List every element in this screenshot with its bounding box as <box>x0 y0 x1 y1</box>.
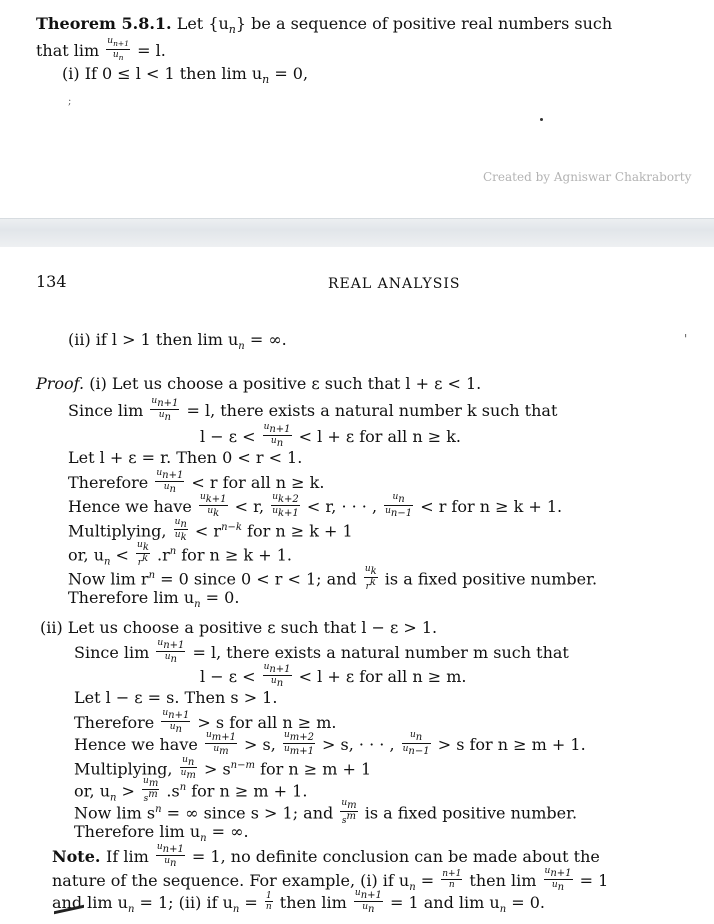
text-line-p9: Therefore $\lim u_n = 0$. <box>68 588 240 611</box>
fraction: $\frac{1}{n}$ <box>265 890 272 912</box>
theorem-part-1 <box>62 64 308 90</box>
text-line-p3: Let l + ε = r. Then 0 < r < 1. <box>68 448 303 467</box>
fraction: $\frac{u_n}{u_{n-1}}$ <box>402 730 430 757</box>
running-head: REAL ANALYSIS <box>328 276 461 292</box>
top-page-fragment <box>0 0 714 218</box>
theorem-line2-end: = l. <box>137 40 166 60</box>
proof-label: Proof. <box>36 374 90 393</box>
watermark: Created by Agniswar Chakraborty <box>483 170 692 184</box>
part1-end: = 0, <box>274 64 309 83</box>
text-line-part2: (ii) if l > 1 then $\lim u_n$ = ∞. <box>68 330 287 353</box>
theorem-label: Theorem 5.8.1. <box>36 14 172 33</box>
text-line-q3: Let l − ε = s. Then s > 1. <box>74 688 278 707</box>
text-line-n2: nature of the sequence. For example, (i) if $u_n$ = $\frac{n+1}{n}$ then lim $\frac{u_{n+1}}{u_n}$ = 1 <box>52 866 609 893</box>
text-line-q8: Now $\lim s^n$ = ∞ since s > 1; and $\frac{u_m}{s^m}$ is a fixed positive number. <box>74 798 578 826</box>
text-line-proof1: Proof. (i) Let us choose a positive ε such that l + ε < 1. <box>36 374 482 393</box>
page-divider <box>0 218 714 248</box>
fraction: $\frac{u_{n+1}}{u_n}$ <box>263 422 291 449</box>
fraction: $\frac{u_{k+1}}{u_k}$ <box>199 492 227 519</box>
note-label: Note. <box>52 846 107 866</box>
theorem-text-end: } be a sequence of positive real numbers such <box>235 14 613 33</box>
text-line-n3: and $\lim u_n = 1$; (ii) if $u_n$ = $\frac{1}{n}$ then lim $\frac{u_{n+1}}{u_n}$ = 1 and $\lim u_n = 0$. <box>52 888 545 915</box>
fraction: $\frac{u_{n+1}}{u_n}$ <box>156 842 184 869</box>
fraction: $\frac{u_k}{r^k}$ <box>137 540 149 568</box>
text-line-q1: Since lim $\frac{u_{n+1}}{u_n}$ = l, there exists a natural number m such that <box>74 638 569 665</box>
subscript: n <box>228 23 236 37</box>
fraction <box>106 36 130 63</box>
fraction: $\frac{u_{m+2}}{u_{m+1}}$ <box>283 730 314 757</box>
text-line-q9: Therefore $\lim u_n$ = ∞. <box>74 822 249 845</box>
text-line-p5: Hence we have $\frac{u_{k+1}}{u_k}$ < r, $\frac{u_{k+2}}{u_{k+1}}$ < r, · · · , $\frac{u_n}{u_{n-1}}$ < r for n ≥ k + 1. <box>68 492 563 519</box>
part1-text: (i) If 0 ≤ l < 1 then lim u <box>62 64 263 83</box>
text-line-n1: Note. If lim $\frac{u_{n+1}}{u_n}$ = 1, no definite conclusion can be made about the <box>52 842 600 869</box>
text-line-p4: Therefore $\frac{u_{n+1}}{u_n}$ < r for all n ≥ k. <box>68 468 325 495</box>
text-line-p8: Now $\lim r^n = 0$ since 0 < r < 1; and $\frac{u_k}{r^k}$ is a fixed positive number. <box>68 564 598 592</box>
fraction: $\frac{u_{n+1}}{u_n}$ <box>162 708 190 735</box>
part1-sub: n <box>262 73 270 87</box>
fraction: $\frac{u_{n+1}}{u_n}$ <box>157 638 185 665</box>
fraction: $\frac{u_n}{u_m}$ <box>180 754 196 782</box>
stray-mark: ' <box>684 332 688 346</box>
fraction: $\frac{u_m}{s^m}$ <box>143 776 159 804</box>
text-line-p2: l − ε < $\frac{u_{n+1}}{u_n}$ < l + ε for all n ≥ k. <box>200 422 462 449</box>
fraction: $\frac{u_k}{r^k}$ <box>364 564 377 592</box>
fraction: $\frac{u_n}{u_k}$ <box>174 516 187 544</box>
text-line-q5: Hence we have $\frac{u_{m+1}}{u_m}$ > s, $\frac{u_{m+2}}{u_{m+1}}$ > s, · · · , $\frac{u_n}{u_{n-1}}$ > s for n ≥ m + 1. <box>74 730 586 757</box>
theorem-line2-start: that lim <box>36 40 100 60</box>
frac-num-sub: n+1 <box>113 38 129 48</box>
text-line-p6: Multiplying, $\frac{u_n}{u_k}$ < $r^{n-k}$ for n ≥ k + 1 <box>68 516 353 544</box>
text-line-q2: l − ε < $\frac{u_{n+1}}{u_n}$ < l + ε for all n ≥ m. <box>200 662 467 689</box>
frac-num: u <box>107 36 114 46</box>
stray-mark: ; <box>68 96 72 107</box>
page-number: 134 <box>36 272 67 291</box>
fraction: $\frac{u_{n+1}}{u_n}$ <box>354 888 382 915</box>
text-line-q0: (ii) Let us choose a positive ε such that l − ε > 1. <box>40 618 438 637</box>
fraction: $\frac{u_{n+1}}{u_n}$ <box>151 396 179 423</box>
text-line-p1: Since lim $\frac{u_{n+1}}{u_n}$ = l, there exists a natural number k such that <box>68 396 558 423</box>
text-line-q7: or, $u_n$ > $\frac{u_m}{s^m}$ $.s^n$ for n ≥ m + 1. <box>74 776 308 804</box>
fraction: $\frac{u_{m+1}}{u_m}$ <box>205 730 236 757</box>
theorem-text: Let {u <box>176 14 229 33</box>
fraction: $\frac{u_n}{u_{n-1}}$ <box>385 492 413 519</box>
text-line-q6: Multiplying, $\frac{u_n}{u_m}$ > $s^{n-m}$ for n ≥ m + 1 <box>74 754 372 782</box>
fraction: $\frac{u_{n+1}}{u_n}$ <box>263 662 291 689</box>
fraction: $\frac{u_{k+2}}{u_{k+1}}$ <box>272 492 299 519</box>
theorem-line-2 <box>36 38 166 65</box>
fraction: $\frac{u_{n+1}}{u_n}$ <box>544 866 572 893</box>
text-line-q4: Therefore $\frac{u_{n+1}}{u_n}$ > s for all n ≥ m. <box>74 708 337 735</box>
frac-den-sub: n <box>118 52 124 62</box>
fraction: $\frac{n+1}{n}$ <box>442 868 462 890</box>
stray-dot <box>540 118 543 121</box>
text-line-p7: or, $u_n$ < $\frac{u_k}{r^k}$ $.r^n$ for n ≥ k + 1. <box>68 540 292 568</box>
fraction: $\frac{u_{n+1}}{u_n}$ <box>156 468 184 495</box>
fraction: $\frac{u_m}{s^m}$ <box>341 798 357 826</box>
frac-den: u <box>112 49 119 60</box>
